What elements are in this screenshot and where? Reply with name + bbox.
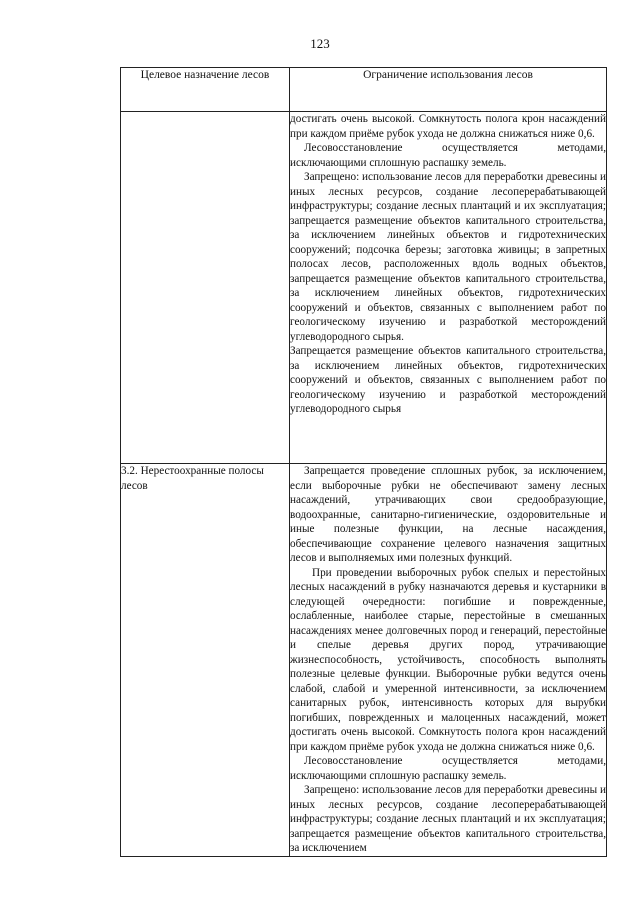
restriction-paragraph: Лесовосстановление осуществляется методами, исключающими сплошную распашку земель. — [290, 755, 606, 782]
table-row — [121, 112, 607, 464]
restriction-paragraph: Запрещено: использование лесов для переработки древесины и иных лесных ресурсов, создание лесоперерабатывающей инфраструктуры; создание лесных плантаций и их эксплуатация; запрещается размещение объектов капитального строительства, за исключением линейных объектов и гидротехнических сооружений; подсочка березы; заготовка живицы; в запретных полосах лесов, расположенных вдоль водных объектов, запрещается размещение объектов капитального строительства, за исключением линейных объектов, гидротехнических сооружений и объектов, связанных с выполнением работ по геологическому изучению и разработкой месторождений углеводородного сырья. — [290, 171, 606, 343]
header-purpose: Целевое назначение лесов — [121, 68, 290, 112]
restrictions-cell — [290, 464, 607, 857]
table-header-row — [121, 68, 607, 112]
header-restrictions: Ограничение использования лесов — [290, 68, 607, 112]
purpose-cell — [121, 112, 290, 464]
table-row — [121, 464, 607, 857]
restriction-paragraph: достигать очень высокой. Сомкнутость полога крон насаждений при каждом приёме рубок ухода не должна снижаться ниже 0,6. — [290, 113, 606, 140]
forest-use-table — [120, 67, 607, 857]
restriction-paragraph: Запрещается размещение объектов капитального строительства, за исключением линейных объектов, гидротехнических сооружений и объектов, связанных с выполнением работ по геологическому изучению и разработкой месторождений углеводородного сырья — [290, 345, 606, 415]
purpose-cell: 3.2. Нерестоохранные полосы лесов — [121, 464, 290, 857]
page-number: 123 — [310, 36, 330, 51]
restriction-paragraph: При проведении выборочных рубок спелых и перестойных лесных насаждений в рубку назначаются деревья и кустарники в следующей очередности: погибшие и поврежденные, ослабленные, наиболее старые, перестойные в смешанных насаждениях менее долговечных пород и генераций, перестойные и спелые деревья других пород, утрачивающие жизнеспособность, устойчивость, способность выполнять полезные целевые функции. Выборочные рубки ведутся очень слабой, слабой и умеренной интенсивности, за исключением санитарных рубок, интенсивность которых для вырубки погибших, поврежденных и малоценных насаждений, может достигать очень высокой. Сомкнутость полога крон насаждений при каждом приёме рубок ухода не должна снижаться ниже 0,6. — [290, 566, 606, 753]
restriction-paragraph: Лесовосстановление осуществляется методами, исключающими сплошную распашку земель. — [290, 142, 606, 169]
restrictions-cell — [290, 112, 607, 464]
restriction-paragraph: Запрещается проведение сплошных рубок, за исключением, если выборочные рубки не обеспечивают замену лесных насаждений, утрачивающих свои средообразующие, водоохранные, санитарно-гигиенические, оздоровительные и иные полезные функции, на лесные насаждения, обеспечивающие сохранение целевого назначения защитных лесов и выполняемых ими полезных функций. — [290, 465, 606, 564]
restriction-paragraph: Запрещено: использование лесов для переработки древесины и иных лесных ресурсов, создание лесоперерабатывающей инфраструктуры; создание лесных плантаций и их эксплуатация; запрещается размещение объектов капитального строительства, за исключением — [290, 784, 606, 854]
